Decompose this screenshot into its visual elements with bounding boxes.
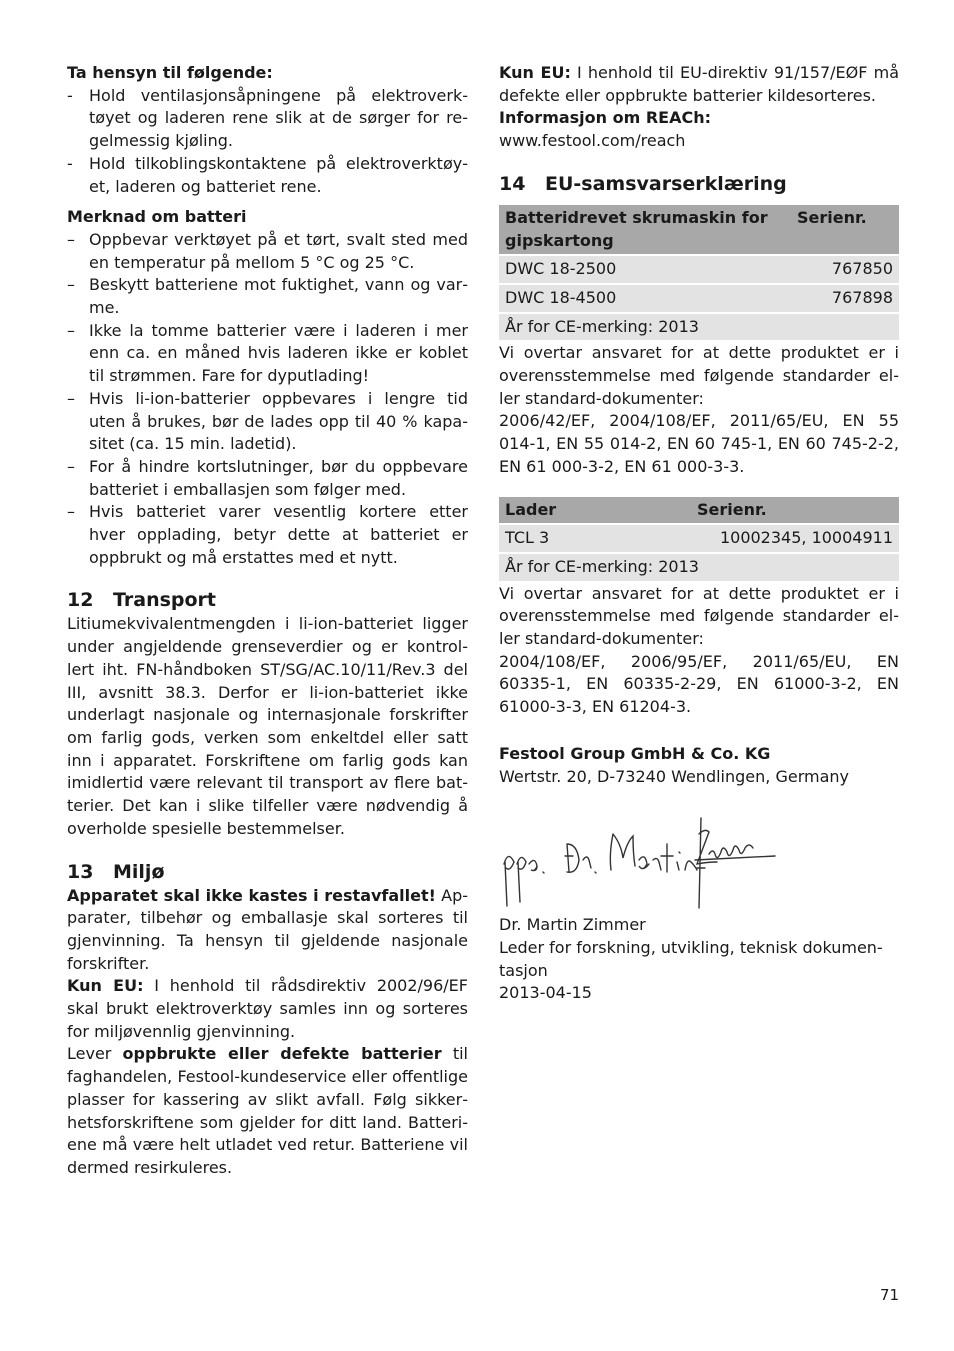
product-cell: TCL 3	[499, 524, 691, 553]
product-cell: DWC 18-2500	[499, 255, 791, 284]
declaration-1-standards: 2006/42/EF, 2004/108/EF, 2011/65/EU, EN 55 014-1, EN 55 014-2, EN 60 745-1, EN 60 745-2-2, EN 61 000-3-2, EN 61 000-3-3.	[499, 411, 899, 476]
declaration-2-text: Vi overtar ansvaret for at dette produktet er i overensstemmelse med følgende standarder eller standard-dokumenter:	[499, 583, 899, 649]
section-12-text: Litiumekvivalentmengden i li-ion-batteriet ligger under angjeldende grenseverdier og er kontrollert iht. FN-håndboken ST/SG/AC.10/11/Rev.3 del III, avsnitt 38.3. Derfor er li-ion-batteriet ikke underlagt nasjonale og internasjonale forskrifter om farlig gods, verken som enkeltdel eller satt inn i apparatet. Forskriftene om farlig gods kan imidlertid være relevant til transport av flere batterier. Det kan i slike tilfeller være nødvendig å overholde spesielle bestemmelser.	[67, 614, 468, 838]
signature-image	[499, 804, 799, 914]
declaration-table-1	[499, 205, 899, 343]
section-14-heading: 14 EU-samsvarserklæring	[499, 172, 787, 195]
serial-cell: 767850	[791, 255, 899, 284]
list-item: – Beskytt batteriene mot fuktighet, vann og varme.	[67, 275, 468, 318]
section-13-p2: Kun EU: I henhold til rådsdirektiv 2002/96/EF skal brukt elektroverktøy samles inn og sorteres for miljøvennlig gjenvinning.	[67, 976, 468, 1041]
list-item: – For å hindre kortslutninger, bør du oppbevare batteriet i emballasjen som følger med.	[67, 456, 468, 499]
table-header-row	[499, 205, 899, 255]
signature	[499, 804, 899, 914]
reach-heading: Informasjon om REACh:	[499, 108, 712, 128]
header-serial: Serienr.	[791, 205, 899, 255]
right-column	[499, 62, 899, 1005]
table-row	[499, 524, 899, 553]
table-row	[499, 553, 899, 582]
declaration-table-2	[499, 497, 899, 583]
table-row	[499, 255, 899, 284]
reach-url[interactable]: www.festool.com/reach	[499, 131, 686, 151]
header-product: Lader	[499, 497, 691, 525]
header-product: Batteridrevet skrumaskin for gipskartong	[499, 205, 791, 255]
product-cell: DWC 18-4500	[499, 284, 791, 313]
table-header-row	[499, 497, 899, 525]
eu-battery-note: Kun EU: I henhold til EU-direktiv 91/157/EØF må defekte eller oppbrukte batterier kildesorteres.	[499, 63, 899, 105]
care-list	[67, 85, 468, 199]
care-heading: Ta hensyn til følgende:	[67, 63, 273, 82]
section-12-heading: 12 Transport	[67, 589, 217, 612]
declaration-2-standards: 2004/108/EF, 2006/95/EF, 2011/65/EU, EN 60335-1, EN 60335-2-29, EN 61000-3-2, EN 61000-3-3, EN 61204-3.	[499, 651, 899, 717]
battery-list	[67, 229, 468, 570]
signer-role: Leder for forskning, utvikling, teknisk dokumentasjon	[499, 937, 883, 980]
list-item: – Hvis li-ion-batterier oppbevares i lengre tid uten å brukes, bør de lades opp til 40 % kapasitet (ca. 15 min. ladetid).	[67, 388, 468, 454]
table-row	[499, 284, 899, 313]
list-item: – Oppbevar verktøyet på et tørt, svalt sted med en temperatur på mellom 5 °C og 25 °C.	[67, 229, 468, 272]
list-item: – Ikke la tomme batterier være i laderen i mer enn ca. en måned hvis laderen ikke er koblet til strømmen. Fare for dyputlading!	[67, 320, 468, 386]
page-number: 71	[880, 1286, 900, 1304]
battery-heading: Merknad om batteri	[67, 207, 247, 227]
ce-year-cell: År for CE-merking: 2013	[499, 313, 899, 342]
table-row	[499, 313, 899, 342]
ce-year-cell: År for CE-merking: 2013	[499, 553, 899, 582]
company-name: Festool Group GmbH & Co. KG	[499, 743, 771, 763]
list-item: - Hold ventilasjonsåpningene på elektroverktøyet og laderen rene slik at de sørger for regelmessig kjøling.	[67, 85, 468, 151]
declaration-1-text: Vi overtar ansvaret for at dette produktet er i overensstemmelse med følgende standarder eller standard-dokumenter:	[499, 343, 899, 408]
section-13-p3: Lever oppbrukte eller defekte batterier til faghandelen, Festool-kundeservice eller offentlige plasser for kassering av slikt avfall. Følg sikkerhetsforskriftene som gjelder for ditt land. Batteriene må være helt utladet ved retur. Batteriene vil dermed resirkuleres.	[67, 1044, 468, 1177]
declaration-date: 2013-04-15	[499, 983, 592, 1003]
left-column	[67, 62, 468, 1180]
list-item: – Hvis batteriet varer vesentlig kortere etter hver opplading, betyr dette at batteriet er oppbrukt og må erstattes med et nytt.	[67, 502, 468, 567]
serial-cell: 767898	[791, 284, 899, 313]
serial-cell: 10002345, 10004911	[691, 524, 899, 553]
section-13-p1: Apparatet skal ikke kastes i restavfallet! Apparater, tilbehør og emballasje skal sorteres til gjenvinning. Ta hensyn til gjeldende nasjonale forskrifter.	[67, 885, 469, 973]
signer-name: Dr. Martin Zimmer	[499, 915, 646, 935]
company-address: Wertstr. 20, D-73240 Wendlingen, Germany	[499, 766, 849, 786]
section-13-heading: 13 Miljø	[67, 860, 165, 883]
list-item: - Hold tilkoblingskontaktene på elektroverktøyet, laderen og batteriet rene.	[67, 153, 468, 196]
header-serial: Serienr.	[691, 497, 899, 525]
